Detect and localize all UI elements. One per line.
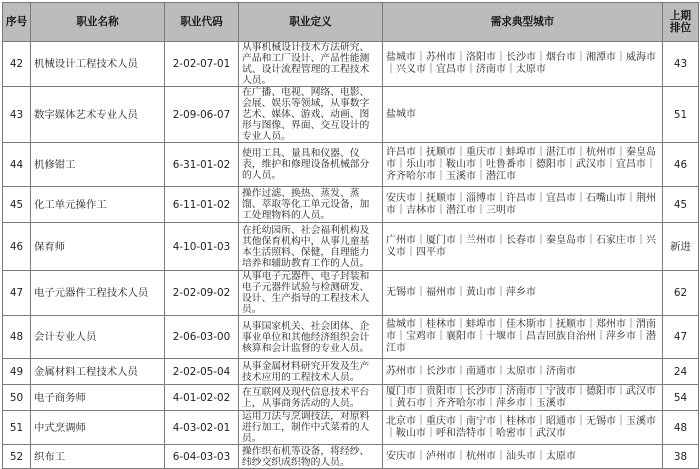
name-cell: 机械设计工程技术人员 (31, 42, 165, 87)
prev-rank-cell: 43 (663, 42, 699, 87)
seq-cell: 49 (3, 359, 31, 385)
code-cell: 2-06-03-00 (165, 316, 239, 359)
table-row (3, 271, 699, 316)
name-cell: 数字媒体艺术专业人员 (31, 87, 165, 143)
definition-cell: 操作过滤、换热、蒸发、蒸馏、萃取等化工单元设备，加工处理物料的人员。 (239, 187, 383, 223)
cities-cell: 安庆市｜泸州市｜杭州市｜汕头市｜太原市 (383, 445, 663, 469)
seq-cell: 50 (3, 385, 31, 411)
name-cell: 织布工 (31, 445, 165, 469)
prev-rank-cell: 新进 (663, 223, 699, 271)
code-cell: 4-03-02-01 (165, 411, 239, 445)
cities-cell: 厦门市｜贵阳市｜长沙市｜济南市｜宁波市｜德阳市｜武汉市｜黄石市｜齐齐哈尔市｜萍乡市｜玉溪市 (383, 385, 663, 411)
seq-cell: 52 (3, 445, 31, 469)
prev-rank-cell: 47 (663, 316, 699, 359)
code-cell: 2-02-09-02 (165, 271, 239, 316)
header-prev-rank: 上期排位 (663, 3, 699, 42)
cities-cell: 广州市｜厦门市｜兰州市｜长春市｜秦皇岛市｜石家庄市｜兴义市｜四平市 (383, 223, 663, 271)
seq-cell: 47 (3, 271, 31, 316)
name-cell: 电子商务师 (31, 385, 165, 411)
table-row (3, 223, 699, 271)
seq-cell: 51 (3, 411, 31, 445)
name-cell: 中式烹调师 (31, 411, 165, 445)
name-cell: 化工单元操作工 (31, 187, 165, 223)
definition-cell: 操作织布机等设备，将经纱、纬纱交织成织物的人员。 (239, 445, 383, 469)
code-cell: 2-02-07-01 (165, 42, 239, 87)
prev-rank-cell: 51 (663, 87, 699, 143)
header-cities: 需求典型城市 (383, 3, 663, 42)
header-definition: 职业定义 (239, 3, 383, 42)
definition-cell: 使用工具、量具和仪器、仪表，维护和修理设备机械部分的人员。 (239, 143, 383, 187)
cities-cell: 盐城市｜苏州市｜洛阳市｜长沙市｜烟台市｜湘潭市｜威海市｜兴义市｜宜昌市｜济南市｜太原市 (383, 42, 663, 87)
prev-rank-cell: 48 (663, 411, 699, 445)
code-cell: 4-01-02-02 (165, 385, 239, 411)
table-row (3, 42, 699, 87)
code-cell: 4-10-01-03 (165, 223, 239, 271)
definition-cell: 在托幼园所、社会福利机构及其他保育机构中，从事儿童基本生活照料、保健，自理能力培养和辅助教育工作的人员。 (239, 223, 383, 271)
header-name: 职业名称 (31, 3, 165, 42)
prev-rank-cell: 54 (663, 385, 699, 411)
seq-cell: 48 (3, 316, 31, 359)
name-cell: 电子元器件工程技术人员 (31, 271, 165, 316)
cities-cell: 苏州市｜长沙市｜南通市｜太原市｜济南市 (383, 359, 663, 385)
cities-cell: 盐城市｜桂林市｜蚌埠市｜佳木斯市｜抚顺市｜郑州市｜渭南市｜宝鸡市｜襄阳市｜十堰市｜昌吉回族自治州｜萍乡市｜潜江市 (383, 316, 663, 359)
table-row (3, 316, 699, 359)
prev-rank-cell: 62 (663, 271, 699, 316)
definition-cell: 从事国家机关、社会团体、企事业单位和其他经济组织会计核算和会计监督的专业人员。 (239, 316, 383, 359)
table-row (3, 385, 699, 411)
table-row (3, 445, 699, 469)
table-row (3, 87, 699, 143)
prev-rank-cell: 24 (663, 359, 699, 385)
code-cell: 6-11-01-02 (165, 187, 239, 223)
header-code: 职业代码 (165, 3, 239, 42)
definition-cell: 运用刀法与烹调技法，对原料进行加工，制作中式菜肴的人员。 (239, 411, 383, 445)
cities-cell: 无锡市｜福州市｜黄山市｜萍乡市 (383, 271, 663, 316)
definition-cell: 从事电子元器件、电子封装和电子元器件试验与检测研发、设计、生产指导的工程技术人员。 (239, 271, 383, 316)
cities-cell: 许昌市｜抚顺市｜重庆市｜蚌埠市｜湛江市｜杭州市｜秦皇岛市｜乐山市｜鞍山市｜吐鲁番市｜德阳市｜武汉市｜宜昌市｜齐齐哈尔市｜玉溪市｜潜江市 (383, 143, 663, 187)
definition-cell: 从事金属材料研究开发及生产技术应用的工程技术人员。 (239, 359, 383, 385)
name-cell: 会计专业人员 (31, 316, 165, 359)
code-cell: 6-31-01-02 (165, 143, 239, 187)
definition-cell: 在互联网及现代信息技术平台上，从事商务活动的人员。 (239, 385, 383, 411)
table-row (3, 359, 699, 385)
prev-rank-cell: 38 (663, 445, 699, 469)
prev-rank-cell: 45 (663, 187, 699, 223)
cities-cell: 北京市｜重庆市｜南宁市｜桂林市｜昭通市｜无锡市｜玉溪市｜鞍山市｜呼和浩特市｜哈密市｜武汉市 (383, 411, 663, 445)
name-cell: 金属材料工程技术人员 (31, 359, 165, 385)
name-cell: 保育师 (31, 223, 165, 271)
name-cell: 机修钳工 (31, 143, 165, 187)
seq-cell: 45 (3, 187, 31, 223)
cities-cell: 盐城市 (383, 87, 663, 143)
cities-cell: 安庆市｜抚顺市｜淄博市｜许昌市｜宜昌市｜石嘴山市｜荆州市｜吉林市｜潜江市｜三明市 (383, 187, 663, 223)
definition-cell: 在广播、电视、网络、电影、会展、娱乐等领域，从事数字艺术、媒体、游戏、动画、图形与图像、界面、交互设计的专业人员。 (239, 87, 383, 143)
code-cell: 2-09-06-07 (165, 87, 239, 143)
seq-cell: 46 (3, 223, 31, 271)
header-seq: 序号 (3, 3, 31, 42)
seq-cell: 44 (3, 143, 31, 187)
seq-cell: 43 (3, 87, 31, 143)
table-row (3, 187, 699, 223)
seq-cell: 42 (3, 42, 31, 87)
occupation-table (2, 2, 699, 469)
table-header-row (3, 3, 699, 42)
table-row (3, 411, 699, 445)
code-cell: 6-04-03-03 (165, 445, 239, 469)
definition-cell: 从事机械设计技术方法研究、产品和工厂设计、产品性能测试、设计流程管理的工程技术人员。 (239, 42, 383, 87)
prev-rank-cell: 46 (663, 143, 699, 187)
code-cell: 2-02-05-04 (165, 359, 239, 385)
table-row (3, 143, 699, 187)
